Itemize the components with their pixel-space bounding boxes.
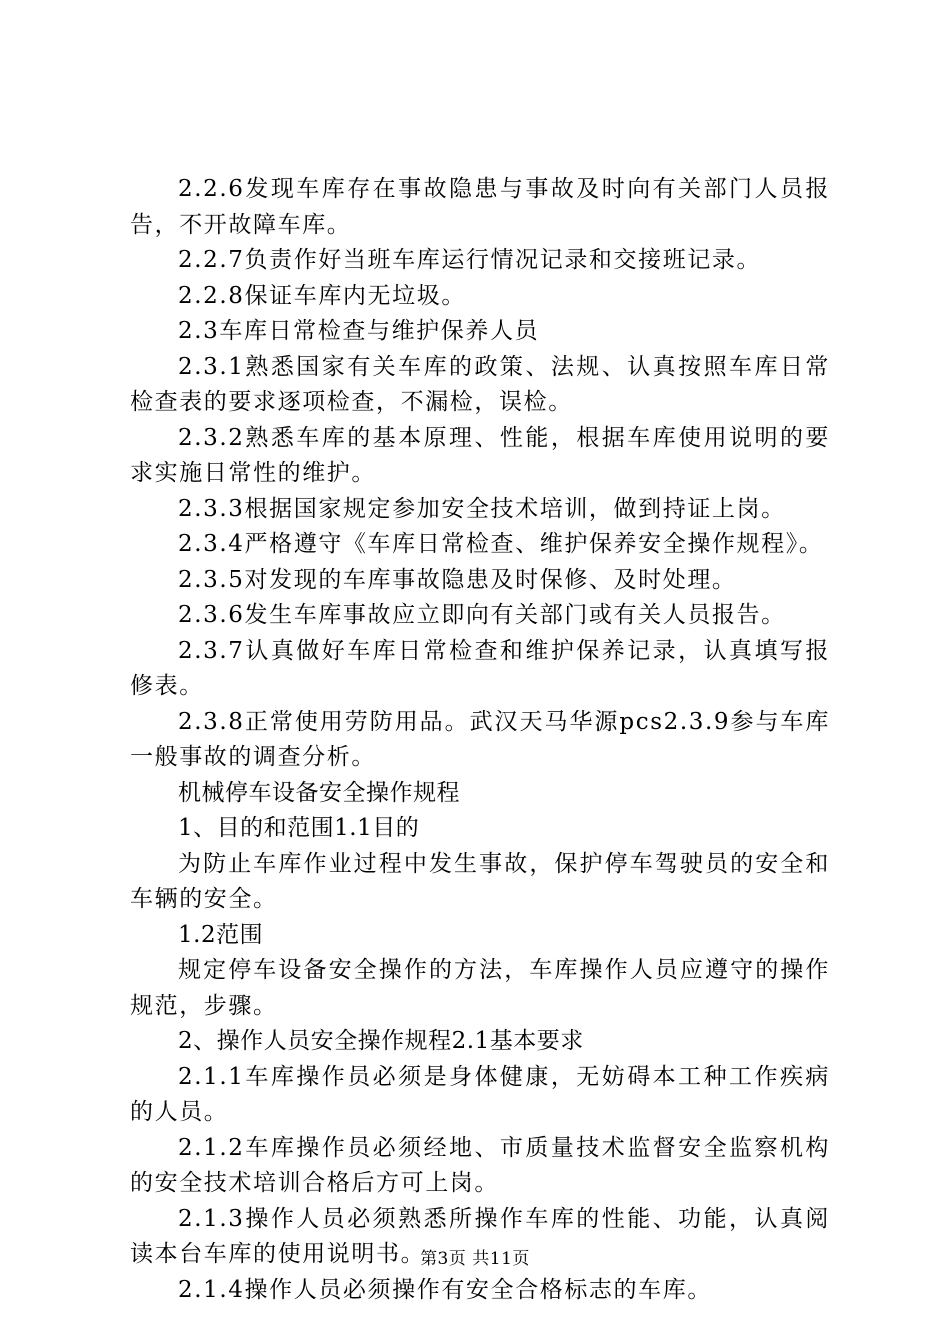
- paragraph-purpose: 为防止车库作业过程中发生事故，保护停车驾驶员的安全和车辆的安全。: [130, 850, 830, 912]
- paragraph-2-1-2: 2.1.2车库操作员必须经地、市质量技术监督安全监察机构的安全技术培训合格后方可上岗。: [130, 1134, 830, 1196]
- paragraph-2-3-7: 2.3.7认真做好车库日常检查和维护保养记录，认真填写报修表。: [130, 637, 830, 699]
- paragraph-2-3-4: 2.3.4严格遵守《车库日常检查、维护保养安全操作规程》。: [178, 531, 824, 557]
- paragraph-2-2-8: 2.2.8保证车库内无垃圾。: [178, 282, 466, 309]
- page-number-footer: 第3页 共11页: [420, 1249, 530, 1269]
- paragraph-2-3-5: 2.3.5对发现的车库事故隐患及时保修、及时处理。: [178, 566, 737, 593]
- section-heading-1-2: 1.2范围: [178, 921, 264, 948]
- paragraph-2-3-1: 2.3.1熟悉国家有关车库的政策、法规、认真按照车库日常检查表的要求逐项检查，不漏检，误检。: [130, 353, 830, 415]
- paragraph-scope: 规定停车设备安全操作的方法，车库操作人员应遵守的操作规范，步骤。: [130, 957, 830, 1019]
- section-heading-1: 1、目的和范围1.1目的: [178, 815, 420, 841]
- paragraph-2-3-2: 2.3.2熟悉车库的基本原理、性能，根据车库使用说明的要求实施日常性的维护。: [130, 424, 830, 486]
- paragraph-2-2-6: 2.2.6发现车库存在事故隐患与事故及时向有关部门人员报告，不开故障车库。: [130, 176, 830, 238]
- paragraph-2-2-7: 2.2.7负责作好当班车库运行情况记录和交接班记录。: [178, 247, 762, 273]
- paragraph-2-1-4: 2.1.4操作人员必须操作有安全合格标志的车库。: [178, 1276, 712, 1303]
- paragraph-2-3-3: 2.3.3根据国家规定参加安全技术培训，做到持证上岗。: [178, 495, 786, 522]
- document-body: [130, 172, 830, 1308]
- section-heading-2-3: 2.3车库日常检查与维护保养人员: [178, 318, 540, 344]
- paragraph-2-1-3: 2.1.3操作人员必须熟悉所操作车库的性能、功能，认真阅读本台车库的使用说明书。: [130, 1205, 830, 1267]
- document-section-title: 机械停车设备安全操作规程: [178, 779, 460, 806]
- paragraph-2-3-6: 2.3.6发生车库事故应立即向有关部门或有关人员报告。: [178, 602, 786, 628]
- paragraph-2-1-1: 2.1.1车库操作员必须是身体健康，无妨碍本工种工作疾病的人员。: [130, 1063, 830, 1125]
- paragraph-2-3-8: 2.3.8正常使用劳防用品。武汉天马华源pcs2.3.9参与车库一般事故的调查分析。: [130, 708, 830, 770]
- section-heading-2: 2、操作人员安全操作规程2.1基本要求: [178, 1028, 584, 1054]
